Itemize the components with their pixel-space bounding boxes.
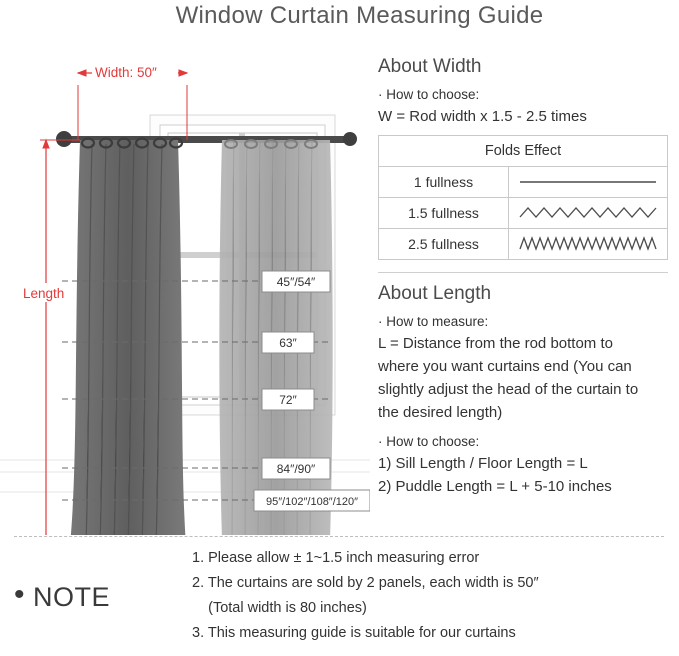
- page-title: Window Curtain Measuring Guide: [175, 2, 544, 29]
- folds-effect-table: [378, 135, 668, 260]
- tight-zigzag-icon: [509, 229, 668, 260]
- table-row: [379, 229, 668, 260]
- width-formula: W = Rod width x 1.5 - 2.5 times: [378, 108, 587, 125]
- svg-text:95″/102″/108″/120″: 95″/102″/108″/120″: [265, 496, 359, 508]
- flat-line-icon: [509, 167, 668, 198]
- svg-text:63″: 63″: [279, 336, 297, 350]
- note-label-group: [14, 578, 110, 613]
- fullness-label-15: 1.5 fullness: [379, 198, 509, 229]
- list-item: 2. The curtains are sold by 2 panels, each width is 50″: [192, 575, 539, 591]
- width-how-to-choose-label: · How to choose:: [378, 87, 480, 102]
- length-measure-line-1: L = Distance from the rod bottom to: [378, 335, 613, 352]
- list-item: 3. This measuring guide is suitable for our curtains: [192, 625, 516, 641]
- table-row: [379, 198, 668, 229]
- note-list: [192, 546, 662, 646]
- length-label: Length: [23, 286, 65, 301]
- folds-table-header: Folds Effect: [379, 136, 668, 167]
- note-label-text: NOTE: [33, 582, 111, 612]
- bullet-icon: •: [14, 578, 26, 611]
- curtain-illustration: [0, 40, 370, 535]
- length-measure-line-3: slightly adjust the head of the curtain to: [378, 381, 639, 398]
- length-choose-line-2: 2) Puddle Length = L + 5-10 inches: [378, 478, 612, 495]
- length-measure-line-4: the desired length): [378, 404, 503, 421]
- section-divider: [378, 272, 668, 273]
- wide-zigzag-icon: [509, 198, 668, 229]
- length-choose-line-1: 1) Sill Length / Floor Length = L: [378, 455, 588, 472]
- table-row: [379, 136, 668, 167]
- fullness-label-25: 2.5 fullness: [379, 229, 509, 260]
- info-column: [378, 56, 676, 499]
- length-how-to-choose-label: · How to choose:: [378, 434, 480, 449]
- length-measure-arrow: [40, 140, 80, 535]
- bottom-divider: [14, 536, 664, 537]
- svg-text:72″: 72″: [279, 393, 297, 407]
- list-item: 1. Please allow ± 1~1.5 inch measuring error: [192, 550, 480, 566]
- length-how-to-measure-label: · How to measure:: [378, 314, 489, 329]
- about-length-heading: About Length: [378, 283, 492, 304]
- svg-text:84″/90″: 84″/90″: [276, 462, 316, 476]
- length-measure-line-2: where you want curtains end (You can: [378, 358, 632, 375]
- fullness-label-1: 1 fullness: [379, 167, 509, 198]
- about-width-heading: About Width: [378, 56, 482, 77]
- illustration-svg: [0, 40, 370, 535]
- table-row: [379, 167, 668, 198]
- svg-text:45″/54″: 45″/54″: [276, 275, 316, 289]
- dark-curtain-panel: [70, 139, 186, 536]
- width-label: Width: 50″: [95, 65, 157, 80]
- list-item: (Total width is 80 inches): [192, 600, 367, 616]
